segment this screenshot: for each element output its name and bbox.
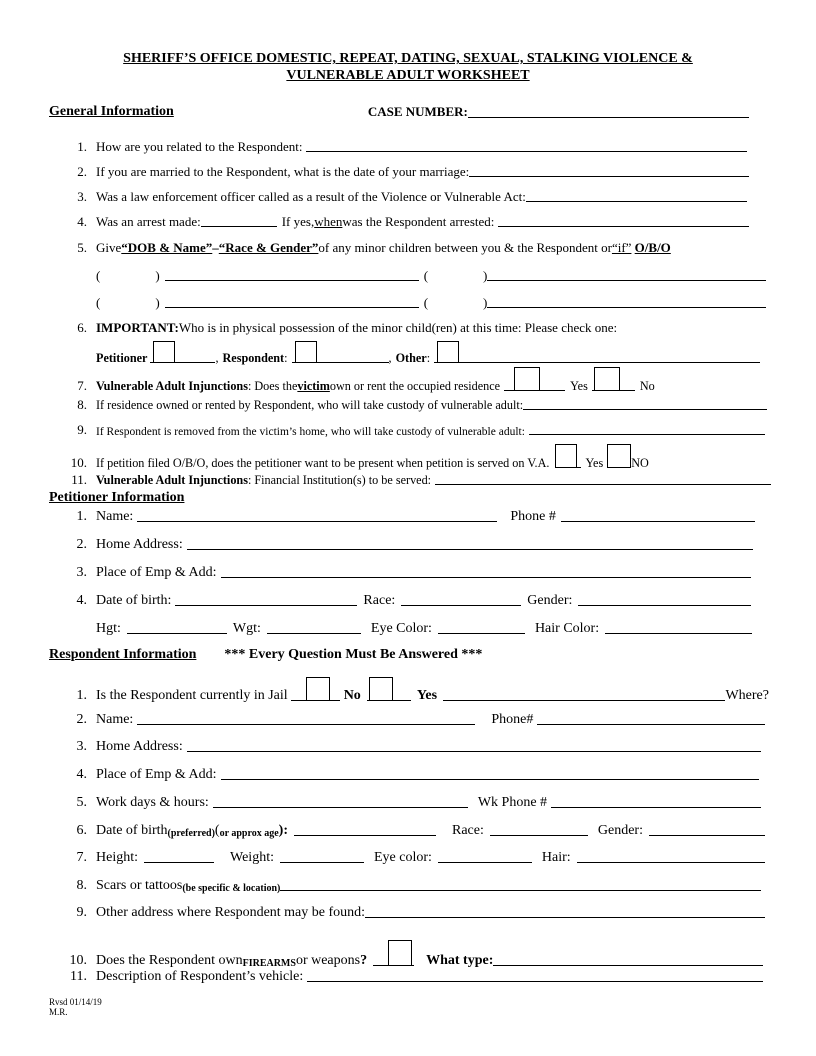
obo-text: O/B/O — [634, 240, 671, 255]
firearms-line — [373, 940, 414, 966]
victim-text: victim — [297, 379, 330, 393]
petitioner-checkbox-line — [150, 341, 215, 363]
child-4-name-field[interactable] — [487, 306, 766, 308]
petitioner-weight-field[interactable] — [267, 632, 361, 634]
dash: – — [212, 240, 219, 255]
question-mark: ? — [360, 953, 368, 968]
q-text: or weapons — [295, 953, 361, 968]
q-text: Place of Emp & Add: — [96, 565, 217, 580]
petitioner-header — [49, 490, 184, 506]
financial-institution-field[interactable] — [435, 483, 771, 485]
petitioner-height-field[interactable] — [127, 632, 227, 634]
respondent-race-field[interactable] — [490, 834, 588, 836]
child-2-name-field[interactable] — [487, 279, 766, 281]
eye-label: Eye color: — [373, 850, 432, 865]
num: 5. — [76, 795, 87, 810]
what-type-label: What type: — [426, 953, 494, 968]
q-text: If Respondent is removed from the victim’s home, who will take custody of vulnerable adult: — [96, 426, 525, 438]
relation-field[interactable] — [306, 150, 748, 152]
petitioner-checkbox[interactable] — [153, 341, 175, 363]
height-label: Height: — [96, 850, 138, 865]
q-text: Place of Emp & Add: — [96, 767, 217, 782]
yes-label: Yes — [585, 456, 604, 470]
where-label: Where? — [725, 688, 769, 703]
q-text: Does the Respondent own — [96, 953, 243, 968]
respondent-weight-field[interactable] — [280, 861, 364, 863]
respondent-wk-phone-field[interactable] — [551, 806, 761, 808]
other-option: Other — [395, 351, 427, 365]
petitioner-name-field[interactable] — [137, 520, 497, 522]
race-gender-text: “Race & Gender” — [218, 240, 319, 255]
respondent-other-address-field[interactable] — [365, 916, 765, 918]
gender-label: Gender: — [527, 593, 573, 608]
title-line-2: VULNERABLE ADULT WORKSHEET — [286, 68, 530, 83]
firearms-checkbox[interactable] — [388, 940, 412, 966]
q-text: Scars or tattoos — [96, 878, 183, 893]
yes-label: Yes — [416, 688, 438, 703]
paren: ) — [155, 295, 160, 310]
q7-yes-checkbox[interactable] — [514, 367, 540, 391]
q-text: Was an arrest made: — [96, 214, 201, 229]
important-label: IMPORTANT: — [96, 320, 179, 335]
resp-q1 — [59, 677, 769, 704]
respondent-employment-field[interactable] — [221, 778, 759, 780]
jail-no-checkbox[interactable] — [306, 677, 330, 701]
custody-owned-field[interactable] — [523, 408, 767, 410]
q-text: own or rent the occupied residence — [329, 379, 501, 393]
respondent-hair-field[interactable] — [577, 861, 765, 863]
author-initials: M.R. — [49, 1007, 68, 1017]
respondent-note: *** Every Question Must Be Answered *** — [224, 647, 483, 662]
phone-label: Phone# — [491, 712, 534, 727]
when-text: when — [314, 214, 343, 229]
footer — [49, 997, 102, 1017]
pet-q3 — [59, 565, 751, 581]
comma: , — [388, 351, 392, 365]
paren: ( — [214, 823, 220, 838]
resp-q2 — [59, 712, 765, 728]
q-text: : Financial Institution(s) to be served: — [247, 473, 432, 487]
arrest-made-field[interactable] — [201, 225, 277, 227]
num: 1. — [76, 509, 87, 524]
petitioner-option: Petitioner — [96, 351, 148, 365]
firearms-text: FIREARMS — [242, 958, 296, 969]
jail-yes-line — [367, 677, 411, 701]
revision-date: Rvsd 01/14/19 — [49, 997, 102, 1007]
num: 1. — [77, 139, 87, 154]
va-label: Vulnerable Adult Injunctions — [96, 379, 248, 393]
case-number-label: CASE NUMBER: — [367, 104, 468, 119]
q-text: Is the Respondent currently in Jail — [96, 688, 288, 703]
respondent-eye-field[interactable] — [438, 861, 532, 863]
hair-label: Hair: — [541, 850, 571, 865]
q-text: Description of Respondent’s vehicle: — [96, 969, 304, 984]
num: 5. — [77, 240, 87, 255]
q-text: If residence owned or rented by Respondent, who will take custody of vulnerable adult: — [96, 398, 524, 412]
weight-label: Weight: — [230, 850, 274, 865]
pet-q4 — [59, 593, 751, 609]
q10-yes-line — [555, 444, 581, 468]
respondent-dob-field[interactable] — [294, 834, 436, 836]
petitioner-phone-field[interactable] — [561, 520, 755, 522]
resp-q4 — [59, 767, 759, 783]
petitioner-eye-field[interactable] — [438, 632, 525, 634]
paren: ( — [423, 268, 429, 283]
num: 3. — [76, 565, 87, 580]
name-label: Name: — [96, 509, 134, 524]
q-text: Work days & hours: — [96, 795, 209, 810]
other-checkbox[interactable] — [437, 341, 459, 363]
q10-no-checkbox[interactable] — [607, 444, 631, 468]
arrest-date-field[interactable] — [498, 225, 749, 227]
paren: ) — [155, 268, 160, 283]
q7-no-checkbox[interactable] — [594, 367, 620, 391]
q-text: Home Address: — [96, 537, 183, 552]
other-checkbox-line — [434, 341, 760, 363]
gen-q6-options — [96, 341, 760, 366]
jail-no-line — [291, 677, 340, 701]
respondent-name-field[interactable] — [137, 723, 475, 725]
dob-label: Date of birth: — [96, 593, 172, 608]
gen-q4 — [59, 214, 749, 230]
paren: ( — [96, 295, 101, 310]
respondent-scars-field[interactable] — [280, 889, 761, 891]
num: 7. — [76, 850, 87, 865]
respondent-checkbox[interactable] — [295, 341, 317, 363]
va-label: Vulnerable Adult Injunctions — [96, 473, 248, 487]
no-label: NO — [631, 456, 649, 470]
if-text: “if” — [611, 240, 632, 255]
jail-where-field[interactable] — [443, 699, 725, 701]
num: 3. — [76, 739, 87, 754]
q10-no-line — [607, 444, 631, 468]
num: 9. — [76, 905, 87, 920]
num: 3. — [77, 189, 87, 204]
resp-q6 — [59, 823, 765, 839]
no-label: No — [343, 688, 361, 703]
q7-no-line — [592, 367, 635, 391]
num: 7. — [77, 378, 87, 393]
wk-phone-label: Wk Phone # — [477, 795, 548, 810]
general-heading: General Information — [49, 104, 174, 119]
respondent-option: Respondent — [222, 351, 285, 365]
q-text: If yes, — [281, 214, 315, 229]
petitioner-gender-field[interactable] — [578, 604, 751, 606]
hair-label: Hair Color: — [534, 621, 600, 636]
race-label: Race: — [363, 593, 396, 608]
respondent-checkbox-line — [292, 341, 389, 363]
paren: ): — [278, 823, 288, 838]
form-title — [40, 50, 776, 84]
respondent-height-field[interactable] — [144, 861, 214, 863]
num: 9. — [77, 422, 87, 437]
q-text: If you are married to the Respondent, what is the date of your marriage: — [96, 164, 470, 179]
no-label: No — [639, 379, 655, 393]
pet-q1 — [59, 509, 755, 525]
q-text: was the Respondent arrested: — [342, 214, 495, 229]
colon: : — [284, 351, 288, 365]
num: 10. — [69, 953, 87, 968]
q-text: : Does the — [247, 379, 298, 393]
general-header — [49, 104, 749, 120]
gen-q2 — [59, 164, 749, 180]
petitioner-heading: Petitioner Information — [49, 490, 185, 505]
jail-yes-checkbox[interactable] — [369, 677, 393, 701]
case-number-field[interactable] — [468, 116, 749, 118]
title-line-1: SHERIFF’S OFFICE DOMESTIC, REPEAT, DATING, SEXUAL, STALKING VIOLENCE & — [123, 51, 693, 66]
gen-q9 — [59, 422, 765, 438]
respondent-header — [49, 647, 482, 663]
resp-q3 — [59, 739, 761, 755]
paren: ( — [96, 268, 101, 283]
race-label: Race: — [452, 823, 484, 838]
resp-q7 — [59, 850, 765, 866]
resp-q8 — [59, 878, 761, 894]
child-3-name-field[interactable] — [165, 306, 419, 308]
num: 1. — [76, 688, 87, 703]
q-text: of any minor children between you & the Respondent or — [318, 240, 612, 255]
child-1-name-field[interactable] — [165, 279, 419, 281]
num: 11. — [70, 969, 87, 984]
petitioner-employment-field[interactable] — [221, 576, 751, 578]
respondent-workdays-field[interactable] — [213, 806, 468, 808]
petitioner-hair-field[interactable] — [605, 632, 752, 634]
gen-q1 — [59, 139, 747, 155]
firearms-type-field[interactable] — [493, 964, 763, 966]
petitioner-address-field[interactable] — [187, 548, 753, 550]
gen-q11 — [59, 472, 771, 488]
num: 11. — [71, 472, 87, 487]
gen-q7 — [59, 367, 769, 394]
num: 8. — [76, 878, 87, 893]
resp-q11 — [59, 969, 763, 985]
approx-text: or approx age — [219, 828, 279, 839]
paren: ) — [483, 268, 488, 283]
officer-called-field[interactable] — [526, 200, 747, 202]
marriage-date-field[interactable] — [469, 175, 749, 177]
q7-yes-line — [504, 367, 565, 391]
num: 4. — [77, 214, 87, 229]
paren: ( — [423, 295, 429, 310]
q-text: Other address where Respondent may be found: — [96, 905, 366, 920]
gen-q5 — [59, 240, 769, 256]
num: 2. — [76, 537, 87, 552]
q-text: Was a law enforcement officer called as a result of the Violence or Vulnerable Act: — [96, 189, 526, 204]
num: 6. — [77, 320, 87, 335]
respondent-phone-field[interactable] — [537, 723, 765, 725]
q-text: Home Address: — [96, 739, 183, 754]
q-text: Date of birth — [96, 823, 168, 838]
gender-label: Gender: — [597, 823, 643, 838]
num: 6. — [76, 823, 87, 838]
num: 4. — [76, 593, 87, 608]
respondent-heading: Respondent Information — [49, 647, 197, 662]
respondent-vehicle-field[interactable] — [307, 980, 763, 982]
specific-text: (be specific & location) — [182, 883, 281, 894]
petitioner-dob-field[interactable] — [175, 604, 357, 606]
num: 2. — [76, 712, 87, 727]
name-label: Name: — [96, 712, 134, 727]
wgt-label: Wgt: — [232, 621, 261, 636]
pet-q2 — [59, 537, 753, 553]
gen-q6 — [59, 320, 759, 336]
dob-name-text: “DOB & Name” — [121, 240, 213, 255]
respondent-gender-field[interactable] — [649, 834, 765, 836]
phone-label: Phone # — [510, 509, 556, 524]
colon: : — [426, 351, 431, 365]
q-text: How are you related to the Respondent: — [96, 139, 303, 154]
comma: , — [215, 351, 219, 365]
yes-label: Yes — [570, 379, 588, 393]
preferred-text: (preferred) — [167, 828, 215, 839]
eye-label: Eye Color: — [370, 621, 432, 636]
child-row-1 — [96, 268, 766, 284]
resp-q5 — [59, 795, 761, 811]
q-text: Give — [96, 240, 122, 255]
num: 10. — [70, 455, 87, 470]
num: 4. — [76, 767, 87, 782]
child-row-2 — [96, 295, 766, 311]
respondent-address-field[interactable] — [187, 750, 761, 752]
petitioner-race-field[interactable] — [401, 604, 521, 606]
gen-q8 — [59, 397, 767, 413]
num: 8. — [77, 397, 87, 412]
q-text: If petition filed O/B/O, does the petitioner want to be present when petition is served on V.A. — [96, 456, 550, 470]
pet-q4b — [96, 621, 752, 637]
paren: ) — [483, 295, 488, 310]
resp-q10 — [59, 940, 763, 969]
q-text: Who is in physical possession of the minor child(ren) at this time: Please check one: — [178, 320, 618, 335]
gen-q10 — [59, 444, 769, 471]
resp-q9 — [59, 905, 765, 921]
q10-yes-checkbox[interactable] — [555, 444, 577, 468]
custody-removed-field[interactable] — [529, 433, 765, 435]
num: 2. — [77, 164, 87, 179]
hgt-label: Hgt: — [96, 621, 121, 636]
gen-q3 — [59, 189, 747, 205]
